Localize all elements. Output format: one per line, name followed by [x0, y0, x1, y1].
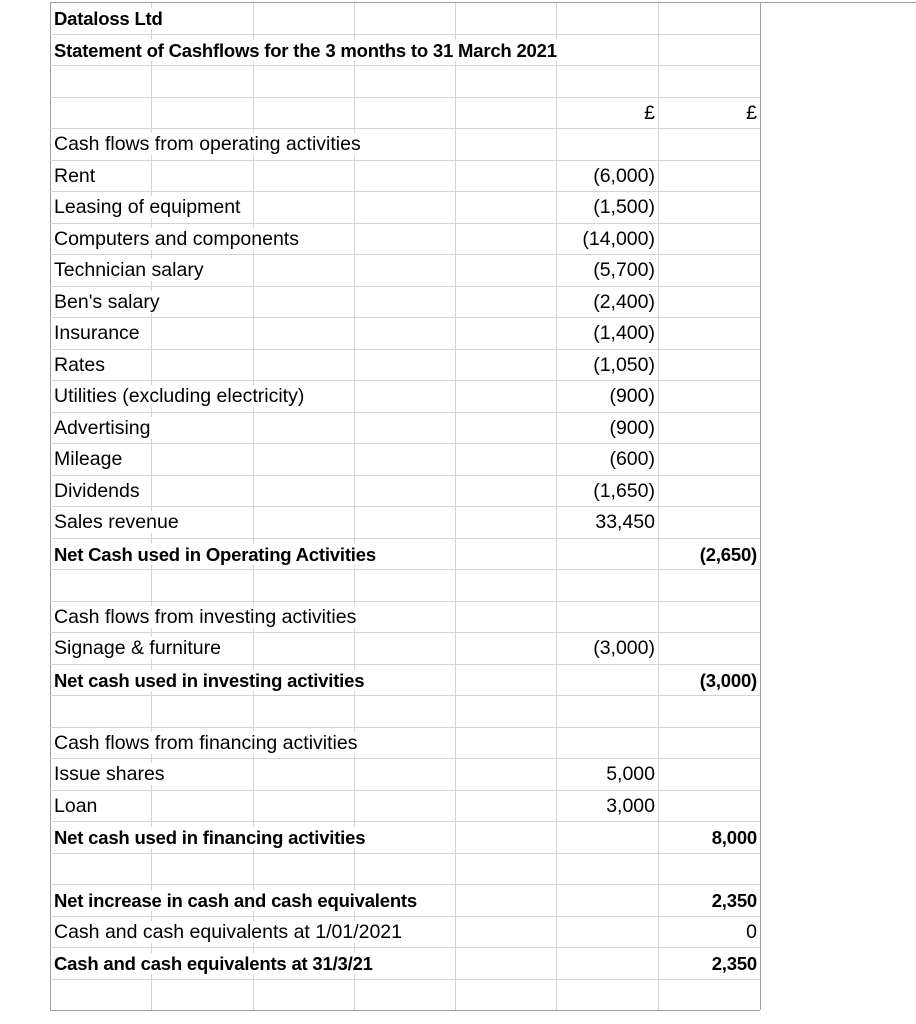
row-label: [54, 318, 144, 350]
total-cell: 2,350: [711, 890, 757, 911]
row-label-text: Computers and components: [54, 228, 303, 250]
row-label-text: Insurance: [54, 322, 144, 344]
row-label-text: Loan: [54, 795, 101, 817]
amount-cell: (3,000): [593, 637, 655, 659]
row-label: [54, 602, 360, 634]
row-label-text: Rates: [54, 354, 109, 376]
row-label-text: Utilities (excluding electricity): [54, 385, 308, 407]
total-cell: 0: [746, 920, 757, 943]
row-label-text: Net increase in cash and cash equivalents: [54, 890, 421, 911]
row-label-text: Advertising: [54, 417, 154, 439]
row-label: [54, 444, 126, 476]
amount-cell: (600): [609, 448, 655, 470]
frozen-row-line: [760, 2, 916, 3]
grid-row-line: [50, 1010, 760, 1011]
row-label-text: Cash and cash equivalents at 1/01/2021: [54, 921, 406, 943]
row-label: [54, 224, 303, 256]
row-label: [54, 161, 99, 193]
row-label-text: Dataloss Ltd: [54, 8, 167, 29]
row-label-text: Net Cash used in Operating Activities: [54, 544, 380, 565]
grid-column-line: [760, 2, 761, 1010]
amount-cell: (1,050): [593, 353, 655, 376]
amount-cell: (900): [609, 385, 655, 407]
amount-cell: (6,000): [593, 164, 655, 187]
row-label: [54, 350, 109, 382]
total-cell: 2,350: [711, 953, 757, 974]
row-label-text: Rent: [54, 165, 99, 187]
row-label-text: Cash flows from operating activities: [54, 133, 365, 155]
row-label: [54, 822, 369, 854]
row-label-text: Cash flows from financing activities: [54, 732, 361, 754]
row-label-text: Signage & furniture: [54, 637, 225, 659]
row-label: [54, 413, 154, 445]
total-cell: £: [746, 101, 757, 124]
row-label: [54, 3, 167, 35]
row-label: [54, 381, 308, 413]
total-cell: (3,000): [699, 669, 757, 691]
row-label: [54, 791, 101, 823]
row-label: [54, 948, 377, 980]
row-label-text: Statement of Cashflows for the 3 months to 31 March 2021: [54, 40, 561, 61]
amount-cell: (1,400): [593, 322, 655, 344]
row-label-text: Cash flows from investing activities: [54, 606, 360, 628]
total-cell: (2,650): [699, 543, 757, 565]
amount-cell: 3,000: [606, 794, 655, 817]
row-label: [54, 476, 144, 508]
row-label-text: Net cash used in financing activities: [54, 827, 369, 848]
row-label: [54, 539, 380, 571]
amount-cell: (1,500): [593, 196, 655, 218]
row-label: [54, 507, 183, 539]
row-label: [54, 287, 164, 319]
amount-cell: (900): [609, 416, 655, 439]
row-label: [54, 255, 208, 287]
amount-cell: £: [644, 101, 655, 124]
amount-cell: (5,700): [593, 259, 655, 281]
row-label-text: Issue shares: [54, 763, 169, 785]
row-label-text: Cash and cash equivalents at 31/3/21: [54, 953, 377, 974]
row-label: [54, 665, 368, 697]
row-label: [54, 759, 169, 791]
row-label-text: Dividends: [54, 480, 144, 502]
row-label: [54, 192, 244, 224]
row-label-text: Leasing of equipment: [54, 196, 244, 218]
amount-cell: (14,000): [582, 227, 655, 250]
row-label: [54, 728, 361, 760]
row-label-text: Net cash used in investing activities: [54, 670, 368, 691]
row-label-text: Sales revenue: [54, 511, 183, 533]
row-label-text: Mileage: [54, 448, 126, 470]
total-cell: 8,000: [711, 827, 757, 848]
amount-cell: (2,400): [593, 290, 655, 313]
row-label-text: Ben's salary: [54, 291, 164, 313]
row-label: [54, 633, 225, 665]
row-label: [54, 917, 406, 949]
row-label: [54, 885, 421, 917]
row-label: [54, 129, 365, 161]
row-label: [54, 35, 561, 67]
amount-cell: (1,650): [593, 479, 655, 502]
row-label-text: Technician salary: [54, 259, 208, 281]
amount-cell: 5,000: [606, 763, 655, 785]
amount-cell: 33,450: [595, 511, 655, 533]
